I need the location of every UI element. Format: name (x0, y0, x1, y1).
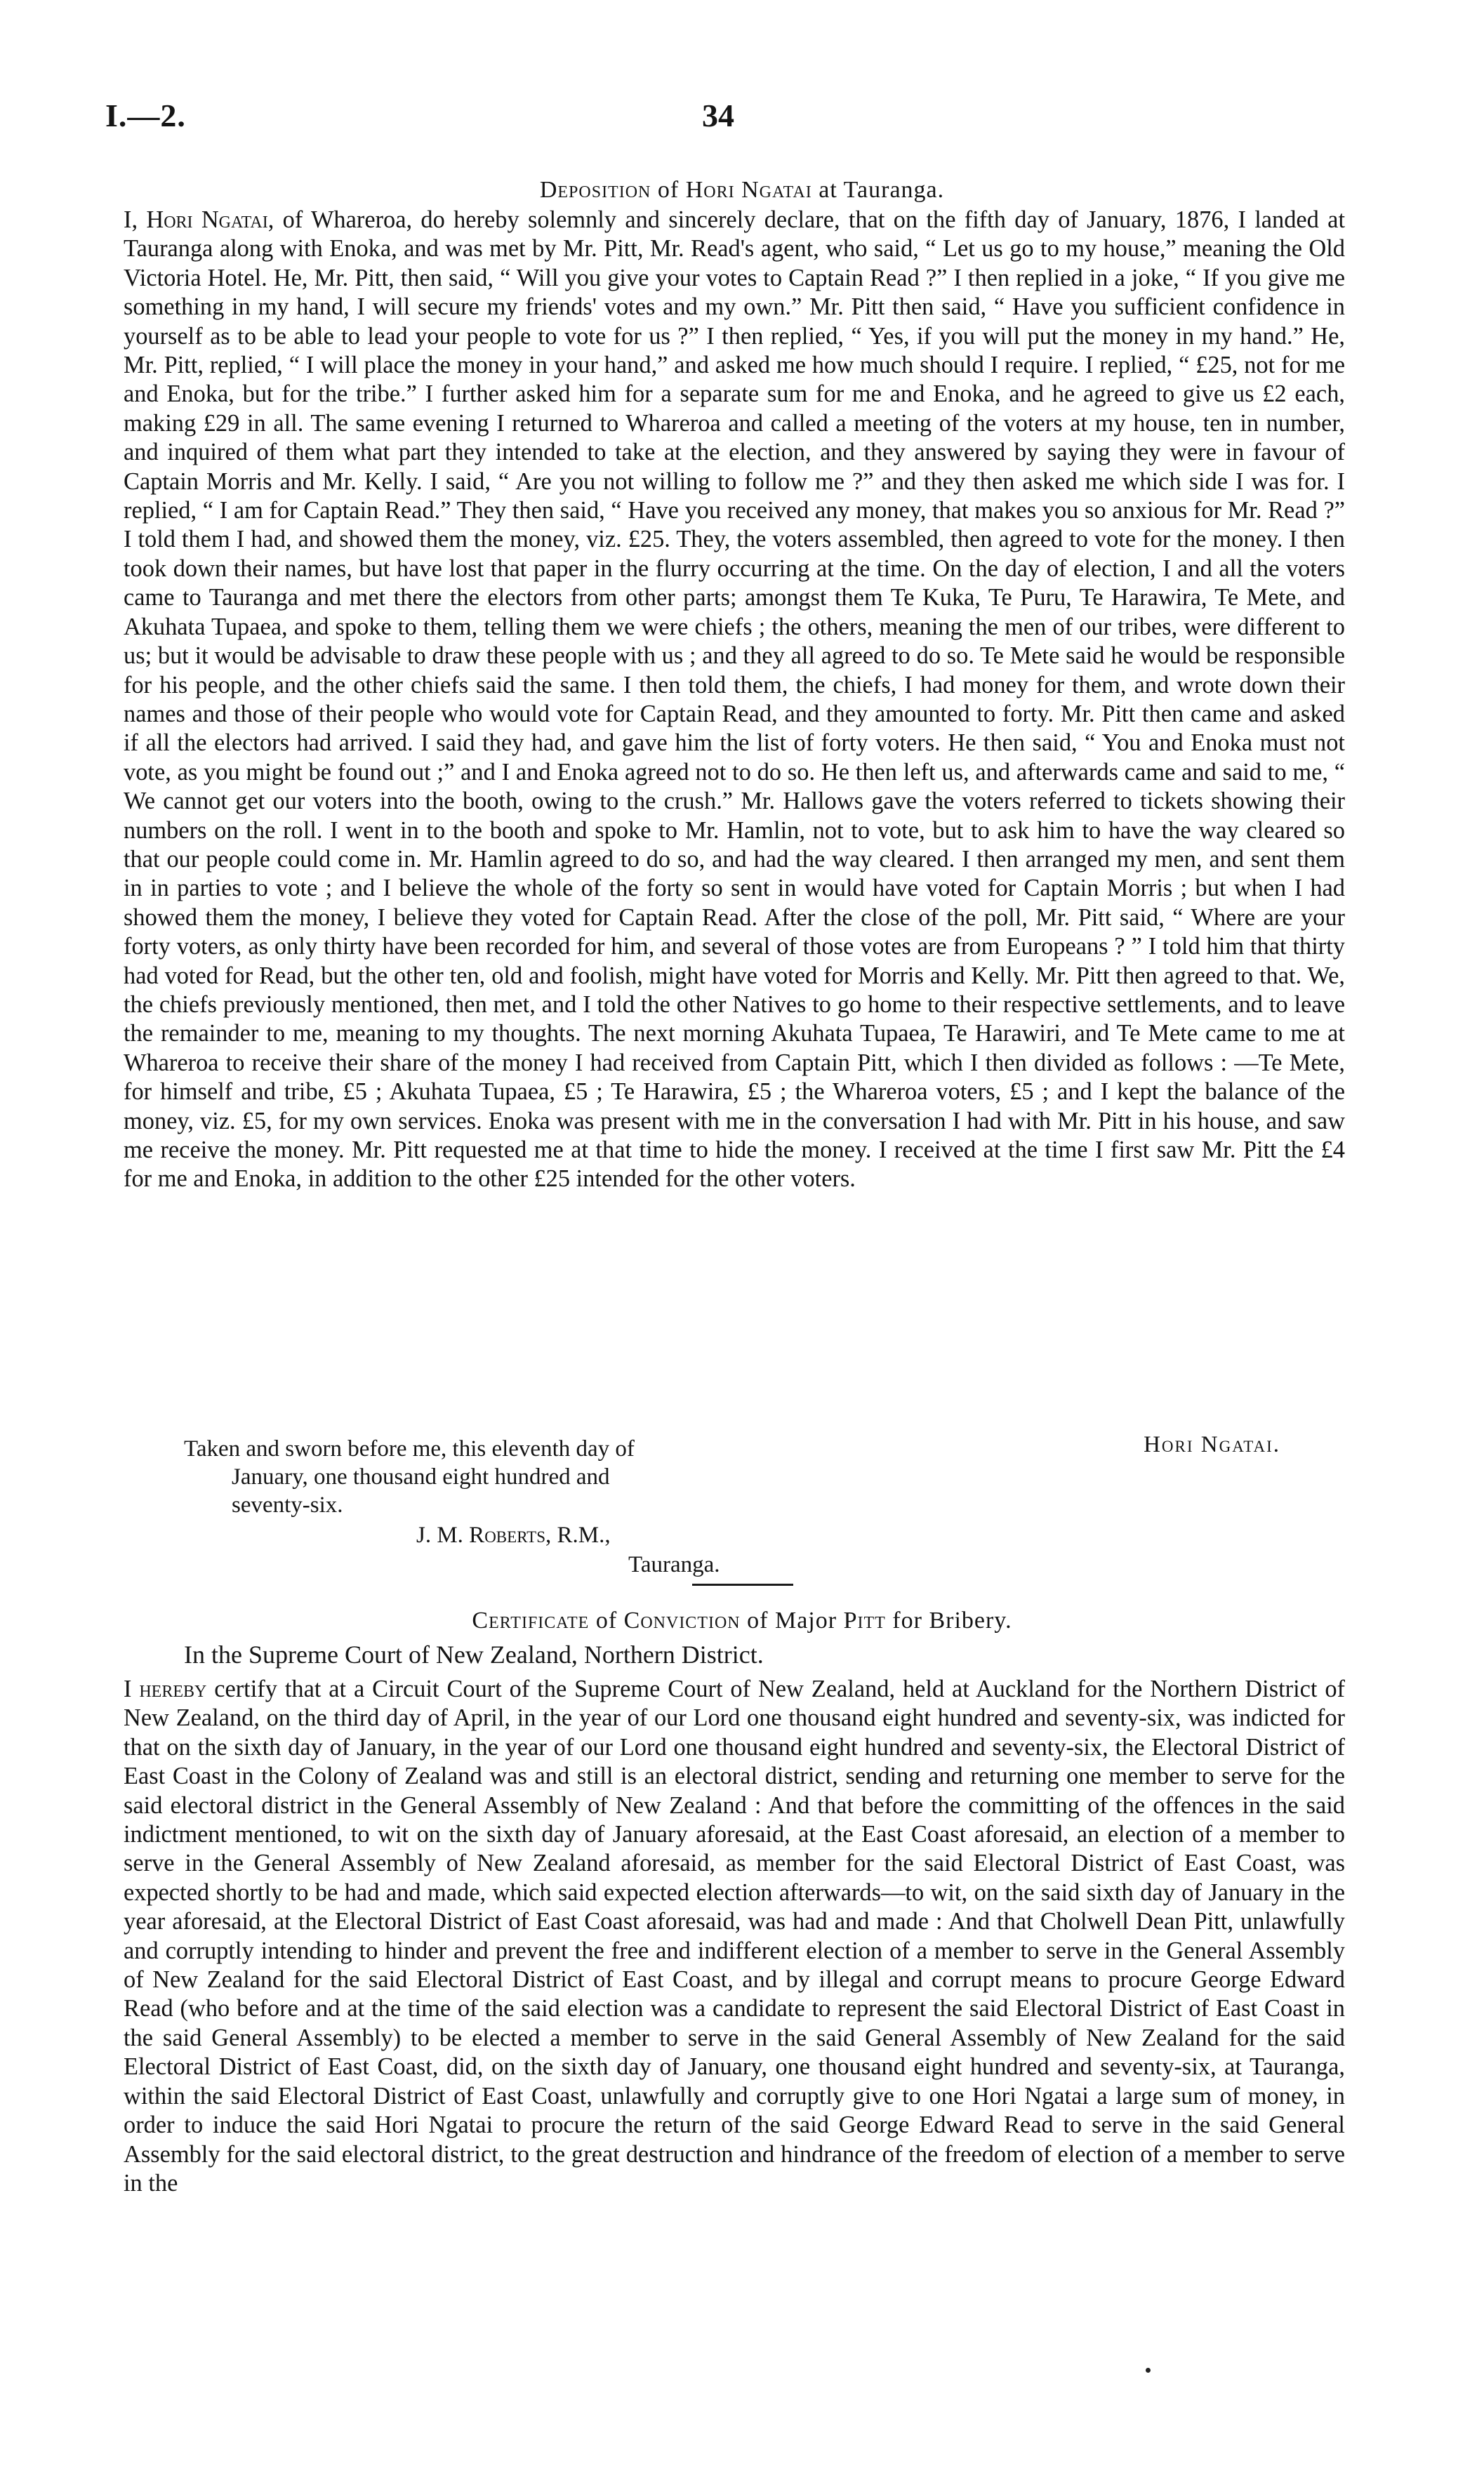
deponent-signature: Hori Ngatai. (1144, 1432, 1280, 1457)
certificate-title (0, 1608, 1484, 1634)
deposition-title-prefix: Deposition (539, 177, 651, 203)
certificate-title-conviction: Conviction (623, 1608, 741, 1634)
certificate-title-of-major: of Major (740, 1608, 844, 1634)
deposition-title-of: of (651, 177, 686, 203)
certificate-title-prefix: Certificate (472, 1608, 590, 1634)
certificate-title-suffix: for Bribery. (885, 1608, 1012, 1634)
certificate-text: certify that at a Circuit Court of the Supreme Court of New Zealand, held at Auckland for the Northern District of New Zealand, on the third day of April, in the year of our Lord one thousand eight hundred and seventy-six, was indicted for that on the sixth day of January, in the year of our Lord one thousand eight hundred and seventy-six, the Electoral District of East Coast in the Colony of Zealand was and still is an electoral district, sending and returning one member to serve for the said electoral district in the General Assembly of New Zealand : And that before the committing of the offences in the said indictment mentioned, to wit on the sixth day of January aforesaid, at the East Coast aforesaid, an election of a member to serve in the General Assembly of New Zealand aforesaid, as member for the said Electoral District of East Coast, was expected shortly to be had and made, which said expected election afterwards—to wit, on the said sixth day of January in the year aforesaid, at the Electoral District of East Coast aforesaid, was had and made : And that Cholwell Dean Pitt, unlawfully and corruptly intending to hinder and prevent the free and indifferent election of a member to serve in the General Assembly of New Zealand for the said Electoral District of East Coast, and by illegal and corrupt means to procure George Edward Read (who before and at the time of the said election was a candidate to represent the said Electoral District of East Coast in the said General Assembly) to be elected a member to serve in the said General Assembly of New Zealand for the said Electoral District of East Coast, did, on the sixth day of January, one thousand eight hundred and seventy-six, at Tauranga, within the said Electoral District of East Coast, unlawfully and corruptly give to one Hori Ngatai a large sum of money, in order to induce the said Hori Ngatai to procure the return of the said George Edward Read to serve in the said General Assembly for the said electoral district, to the great destruction and hindrance of the freedom of election of a member to serve in the (124, 1676, 1345, 2197)
deposition-title-suffix: at Tauranga. (811, 177, 945, 203)
page-number: 34 (702, 98, 734, 133)
jurat-line-3: seventy-six. (232, 1492, 343, 1518)
deposition-title-name: Hori Ngatai (685, 177, 812, 203)
stray-ink-dot (1146, 2368, 1151, 2373)
paper-reference: I.—2. (105, 98, 186, 133)
court-heading: In the Supreme Court of New Zealand, Northern District. (184, 1641, 764, 1669)
deposition-body (124, 206, 1345, 1194)
jurat (184, 1435, 767, 1519)
certificate-lead: I hereby (124, 1676, 207, 1702)
jurat-line-2: January, one thousand eight hundred and (232, 1464, 610, 1490)
certificate-paragraph (124, 1675, 1345, 2198)
deposition-text: , of Whareroa, do hereby solemnly and sincerely declare, that on the fifth day of January, 1876, I landed at Tauranga along with Enoka, and was met by Mr. Pitt, Mr. Read's agent, who said, “ Let us go to my house,” meaning the Old Victoria Hotel. He, Mr. Pitt, then said, “ Will you give your votes to Captain Read ?” I then replied in a joke, “ If you give me something in my hand, I will secure my friends' votes and my own.” Mr. Pitt then said, “ Have you sufficient confidence in yourself as to be able to lead your people to vote for us ?” I then replied, “ Yes, if you will put the money in my hand.” He, Mr. Pitt, replied, “ I will place the money in your hand,” and asked me how much should I require. I replied, “ £25, not for me and Enoka, but for the tribe.” I further asked him for a separate sum for me and Enoka, and he agreed to give us £2 each, making £29 in all. The same evening I returned to Whareroa and called a meeting of the voters at my house, ten in number, and inquired of them what part they intended to take at the election, and they answered by saying they were in favour of Captain Morris and Mr. Kelly. I said, “ Are you not willing to follow me ?” and they then asked me which side I was for. I replied, “ I am for Captain Read.” They then said, “ Have you received any money, that makes you so anxious for Mr. Read ?” I told them I had, and showed them the money, viz. £25. They, the voters assembled, then agreed to vote for the money. I then took down their names, but have lost that paper in the flurry occurring at the time. On the day of election, I and all the voters came to Tauranga and met there the electors from other parts; amongst them Te Kuka, Te Puru, Te Harawira, Te Mete, and Akuhata Tupaea, and spoke to them, telling them we were chiefs ; the others, meaning the men of our tribes, were different to us; but it would be advisable to draw these people with us ; and they all agreed to do so. Te Mete said he would be responsible for his people, and the other chiefs said the same. I then told them, the chiefs, I had money for them, and wrote down their names and those of their people who would vote for Captain Read, and they amounted to forty. Mr. Pitt then came and asked if all the electors had arrived. I said they had, and gave him the list of forty voters. He then said, “ You and Enoka must not vote, as you might be found out ;” and I and Enoka agreed not to do so. He then left us, and afterwards came and said to me, “ We cannot get our voters into the booth, owing to the crush.” Mr. Hallows gave the voters referred to tickets showing their numbers on the roll. I went in to the booth and spoke to Mr. Hamlin, not to vote, but to ask him to have the way cleared so that our people could come in. Mr. Hamlin agreed to do so, and had the way cleared. I then arranged my men, and sent them in in parties to vote ; and I believe the whole of the forty so sent in would have voted for Captain Morris ; but when I had showed them the money, I believe they voted for Captain Read. After the close of the poll, Mr. Pitt said, “ Where are your forty voters, as only thirty have been recorded for him, and several of those votes are from Europeans ? ” I told him that thirty had voted for Read, but the other ten, old and foolish, might have voted for Morris and Kelly. Mr. Pitt then agreed to that. We, the chiefs previously mentioned, then met, and I told the other Natives to go home to their respective settlements, and to leave the remainder to me, meaning to my thoughts. The next morning Akuhata Tupaea, Te Harawiri, and Te Mete came to me at Whareroa to receive their share of the money I had received from Captain Pitt, which I then divided as follows : —Te Mete, for himself and tribe, £5 ; Akuhata Tupaea, £5 ; Te Harawira, £5 ; the Whareroa voters, £5 ; and I kept the balance of the money, viz. £5, for my own services. Enoka was present with me in the conversation I had with Mr. Pitt in his house, and saw me receive the money. Mr. Pitt requested me at that time to hide the money. I received at the time I first saw Mr. Pitt the £4 for me and Enoka, in addition to the other £25 intended for the other voters. (124, 206, 1346, 1193)
jurat-line-1: Taken and sworn before me, this eleventh day of (184, 1436, 635, 1462)
deposition-paragraph (124, 206, 1345, 1194)
deposition-title (0, 177, 1484, 204)
magistrate-signature (416, 1521, 720, 1579)
magistrate-place: Tauranga. (628, 1552, 720, 1577)
certificate-title-of: of (589, 1608, 624, 1634)
magistrate-title: , R.M., (545, 1523, 611, 1548)
section-divider (692, 1584, 793, 1586)
certificate-body (124, 1675, 1345, 2198)
magistrate-name: J. M. Roberts (416, 1523, 545, 1548)
certificate-title-name: Pitt (843, 1608, 886, 1634)
deponent-name: Hori Ngatai (146, 206, 268, 233)
deposition-lead-in: I, (124, 206, 147, 233)
